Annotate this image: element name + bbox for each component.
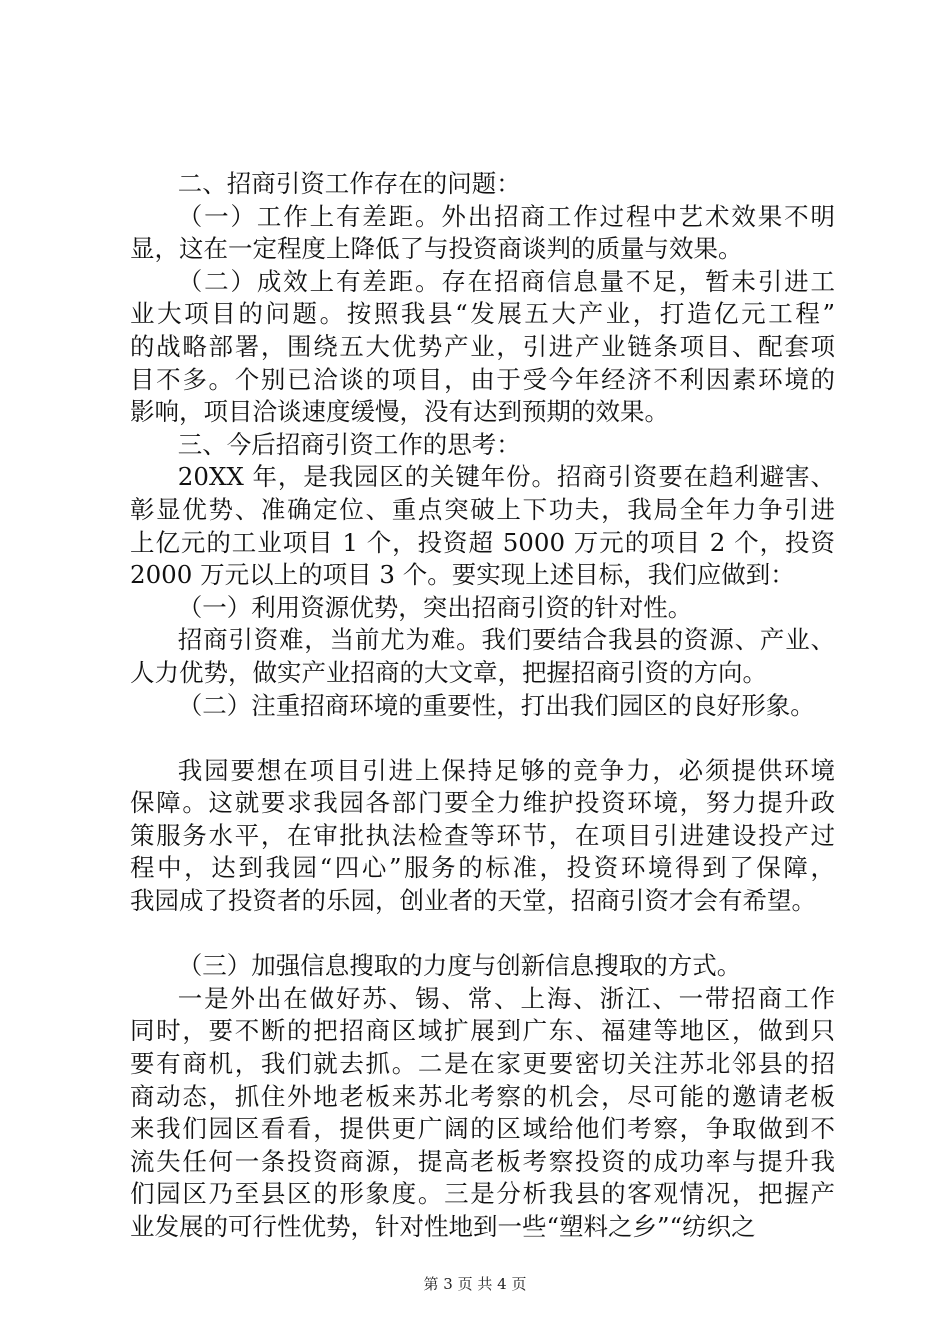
text-line: 同时，要不断的把招商区域扩展到广东、福建等地区，做到只 [130, 1016, 835, 1046]
text-line: 20XX 年，是我园区的关键年份。招商引资要在趋利避害、 [177, 462, 835, 492]
text-line: 我园要想在项目引进上保持足够的竞争力，必须提供环境 [177, 755, 835, 785]
paragraph [130, 690, 835, 723]
text-line: 影响，项目洽谈速度缓慢，没有达到预期的效果。 [130, 397, 669, 427]
blank-line [130, 918, 835, 951]
text-line: 三、今后招商引资工作的思考： [177, 429, 521, 459]
text-line: 来我们园区看看，提供更广阔的区域给他们考察，争取做到不 [130, 1114, 835, 1144]
text-line: 的战略部署，围绕五大优势产业，引进产业链条项目、配套项 [130, 331, 835, 361]
text-line: 策服务水平，在审批执法检查等环节，在项目引进建设投产过 [130, 820, 835, 850]
text-line: 程中，达到我园“四心”服务的标准，投资环境得到了保障， [130, 853, 835, 883]
text-line: 显，这在一定程度上降低了与投资商谈判的质量与效果。 [130, 234, 743, 264]
text-line: 彰显优势、准确定位、重点突破上下功夫，我局全年力争引进 [130, 494, 835, 524]
text-line: （一）利用资源优势，突出招商引资的针对性。 [177, 592, 693, 622]
paragraph [130, 429, 835, 462]
text-line: （三）加强信息搜取的力度与创新信息搜取的方式。 [177, 951, 742, 981]
text-line: （二）成效上有差距。存在招商信息量不足，暂未引进工 [177, 266, 835, 296]
document-body [130, 168, 835, 1244]
text-line: 上亿元的工业项目 1 个，投资超 5000 万元的项目 2 个，投资 [130, 527, 835, 557]
paragraph [130, 983, 835, 1244]
blank-line [130, 722, 835, 755]
page-footer: 第 3 页 共 4 页 [423, 1275, 527, 1293]
paragraph [130, 168, 835, 201]
text-line: 招商引资难，当前尤为难。我们要结合我县的资源、产业、 [177, 625, 835, 655]
text-line: 2000 万元以上的项目 3 个。要实现上述目标，我们应做到： [130, 560, 795, 590]
text-line: 保障。这就要求我园各部门要全力维护投资环境，努力提升政 [130, 788, 835, 818]
paragraph [130, 592, 835, 625]
paragraph [130, 950, 835, 983]
paragraph [130, 755, 835, 918]
paragraph [130, 266, 835, 429]
text-line: 流失任何一条投资商源，提高老板考察投资的成功率与提升我 [130, 1146, 835, 1176]
text-line: 要有商机，我们就去抓。二是在家更要密切关注苏北邻县的招 [130, 1049, 835, 1079]
text-line: 业发展的可行性优势，针对性地到一些“塑料之乡”“纺织之 [130, 1212, 756, 1241]
text-line: 目不多。个别已洽谈的项目，由于受今年经济不利因素环境的 [130, 364, 835, 394]
text-line: 我园成了投资者的乐园，创业者的天堂，招商引资才会有希望。 [130, 886, 816, 916]
text-line: 商动态，抓住外地老板来苏北考察的机会，尽可能的邀请老板 [130, 1081, 835, 1111]
text-line: 一是外出在做好苏、锡、常、上海、浙江、一带招商工作 [177, 983, 835, 1013]
text-line: （二）注重招商环境的重要性，打出我们园区的良好形象。 [177, 690, 815, 720]
text-line: 人力优势，做实产业招商的大文章，把握招商引资的方向。 [130, 657, 767, 687]
text-line: 们园区乃至县区的形象度。三是分析我县的客观情况，把握产 [130, 1179, 835, 1209]
paragraph [130, 461, 835, 591]
paragraph [130, 624, 835, 689]
text-line: 业大项目的问题。按照我县“发展五大产业，打造亿元工程” [130, 299, 835, 329]
text-line: 二、招商引资工作存在的问题： [177, 169, 521, 198]
paragraph [130, 201, 835, 266]
text-line: （一）工作上有差距。外出招商工作过程中艺术效果不明 [177, 201, 835, 231]
